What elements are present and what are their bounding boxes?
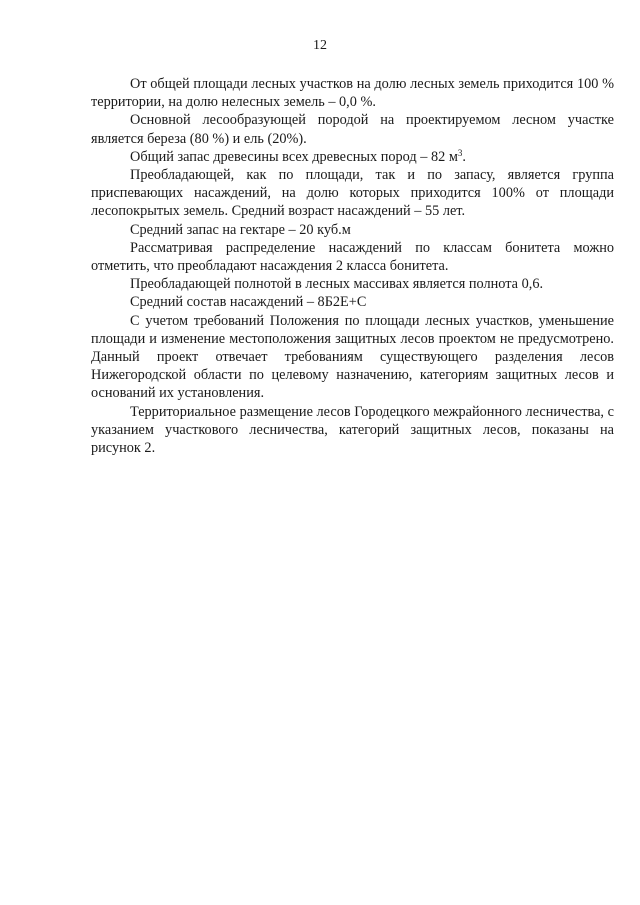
- document-body: [91, 75, 614, 457]
- paragraph-land-share: От общей площади лесных участков на долю лесных земель приходится 100 % территории, на долю нелесных земель – 0,0 %.: [91, 76, 614, 111]
- page-number: 12: [313, 38, 327, 53]
- total-stock-text: Общий запас древесины всех древесных пород – 82 м: [130, 148, 458, 165]
- cubic-superscript: 3: [457, 147, 463, 158]
- paragraph-territorial-placement: Территориальное размещение лесов Городецкого межрайонного лесничества, с указанием участкового лесничества, категорий защитных лесов, показаны на рисунок 2.: [91, 403, 614, 457]
- total-stock-period: .: [462, 148, 466, 165]
- paragraph-protective-forests: С учетом требований Положения по площади лесных участков, уменьшение площади и изменение местоположения защитных лесов проектом не предусмотрено. Данный проект отвечает требованиям существующего разделения лесов Нижегородской области по целевому назначению, категориям защитных лесов и оснований их установления.: [91, 312, 614, 402]
- paragraph-bonitet-class: Рассматривая распределение насаждений по классам бонитета можно отметить, что преобладают насаждения 2 класса бонитета.: [91, 239, 614, 275]
- paragraph-total-stock: [91, 148, 614, 166]
- paragraph-age-group: Преобладающей, как по площади, так и по запасу, является группа приспевающих насаждений, на долю которых приходится 100% от площади лесопокрытых земель. Средний возраст насаждений – 55 лет.: [91, 167, 614, 220]
- paragraph-composition: Средний состав насаждений – 8Б2Е+С: [130, 294, 367, 311]
- paragraph-stock-per-hectare: Средний запас на гектаре – 20 куб.м: [130, 221, 351, 238]
- paragraph-main-species: Основной лесообразующей породой на проектируемом лесном участке является береза (80 %) и ель (20%).: [91, 112, 614, 147]
- paragraph-density: Преобладающей полнотой в лесных массивах является полнота 0,6.: [130, 276, 544, 293]
